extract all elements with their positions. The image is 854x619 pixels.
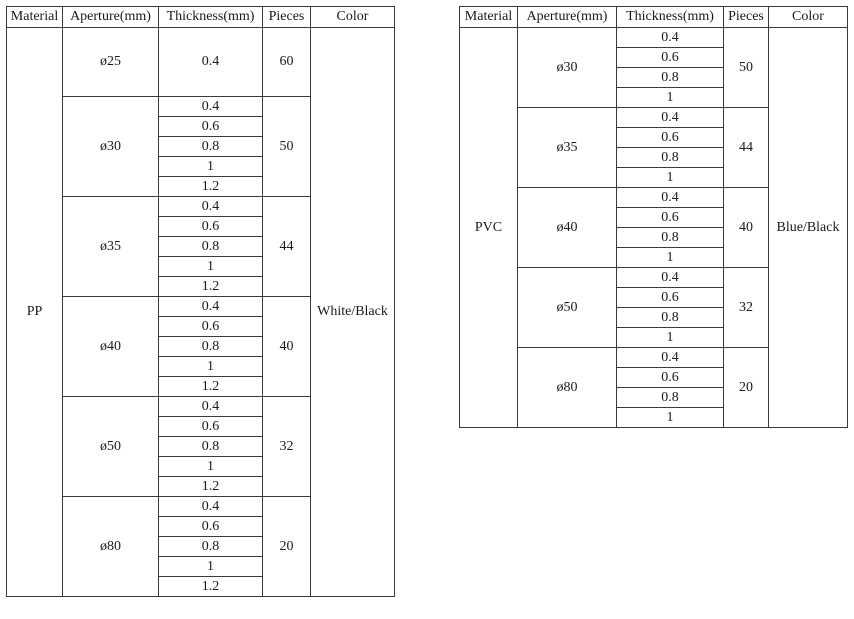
thickness-cell: 0.6 — [159, 417, 263, 437]
thickness-cell: 0.4 — [617, 28, 724, 48]
header-thickness: Thickness(mm) — [159, 7, 263, 28]
thickness-cell: 0.6 — [617, 368, 724, 388]
header-pieces: Pieces — [724, 7, 769, 28]
aperture-cell: ø35 — [63, 197, 159, 297]
thickness-cell: 0.4 — [159, 397, 263, 417]
thickness-cell: 0.4 — [617, 268, 724, 288]
header-color: Color — [311, 7, 395, 28]
thickness-cell: 1.2 — [159, 577, 263, 597]
pvc-spec-table — [459, 6, 848, 428]
pp-table-body — [7, 28, 395, 597]
thickness-cell: 0.8 — [617, 148, 724, 168]
pieces-cell: 32 — [724, 268, 769, 348]
thickness-cell: 0.8 — [159, 237, 263, 257]
thickness-cell: 0.6 — [159, 517, 263, 537]
thickness-cell: 0.4 — [159, 28, 263, 97]
pieces-cell: 50 — [263, 97, 311, 197]
thickness-cell: 1 — [159, 457, 263, 477]
thickness-cell: 0.8 — [159, 437, 263, 457]
aperture-cell: ø80 — [63, 497, 159, 597]
thickness-cell: 0.8 — [159, 137, 263, 157]
header-material: Material — [7, 7, 63, 28]
aperture-cell: ø80 — [518, 348, 617, 428]
thickness-cell: 0.4 — [159, 97, 263, 117]
thickness-cell: 1.2 — [159, 277, 263, 297]
thickness-cell: 0.8 — [617, 228, 724, 248]
thickness-cell: 1.2 — [159, 177, 263, 197]
thickness-cell: 0.8 — [159, 537, 263, 557]
thickness-cell: 0.4 — [617, 108, 724, 128]
header-aperture: Aperture(mm) — [518, 7, 617, 28]
thickness-cell: 0.6 — [617, 128, 724, 148]
table-row — [460, 28, 848, 48]
thickness-cell: 0.6 — [159, 317, 263, 337]
pieces-cell: 44 — [724, 108, 769, 188]
thickness-cell: 0.6 — [617, 208, 724, 228]
pieces-cell: 40 — [724, 188, 769, 268]
pieces-cell: 50 — [724, 28, 769, 108]
thickness-cell: 1.2 — [159, 477, 263, 497]
thickness-cell: 0.8 — [617, 68, 724, 88]
thickness-cell: 1 — [159, 357, 263, 377]
aperture-cell: ø30 — [63, 97, 159, 197]
thickness-cell: 0.8 — [159, 337, 263, 357]
thickness-cell: 1 — [159, 557, 263, 577]
color-cell: Blue/Black — [769, 28, 848, 428]
thickness-cell: 0.6 — [159, 217, 263, 237]
thickness-cell: 1.2 — [159, 377, 263, 397]
aperture-cell: ø50 — [518, 268, 617, 348]
thickness-cell: 0.4 — [617, 348, 724, 368]
thickness-cell: 1 — [617, 248, 724, 268]
thickness-cell: 1 — [617, 408, 724, 428]
aperture-cell: ø35 — [518, 108, 617, 188]
pieces-cell: 20 — [724, 348, 769, 428]
aperture-cell: ø30 — [518, 28, 617, 108]
pieces-cell: 60 — [263, 28, 311, 97]
header-color: Color — [769, 7, 848, 28]
pp-table-header — [7, 7, 395, 28]
thickness-cell: 0.4 — [159, 197, 263, 217]
pvc-table-body — [460, 28, 848, 428]
table-row — [7, 28, 395, 97]
header-material: Material — [460, 7, 518, 28]
thickness-cell: 0.6 — [159, 117, 263, 137]
pieces-cell: 20 — [263, 497, 311, 597]
thickness-cell: 1 — [617, 168, 724, 188]
header-pieces: Pieces — [263, 7, 311, 28]
thickness-cell: 0.8 — [617, 308, 724, 328]
thickness-cell: 0.4 — [159, 497, 263, 517]
thickness-cell: 1 — [159, 257, 263, 277]
aperture-cell: ø40 — [518, 188, 617, 268]
thickness-cell: 0.6 — [617, 288, 724, 308]
thickness-cell: 0.8 — [617, 388, 724, 408]
thickness-cell: 1 — [617, 88, 724, 108]
aperture-cell: ø40 — [63, 297, 159, 397]
pieces-cell: 44 — [263, 197, 311, 297]
aperture-cell: ø50 — [63, 397, 159, 497]
thickness-cell: 0.4 — [617, 188, 724, 208]
pieces-cell: 32 — [263, 397, 311, 497]
thickness-cell: 1 — [159, 157, 263, 177]
thickness-cell: 0.4 — [159, 297, 263, 317]
pp-spec-table — [6, 6, 395, 597]
aperture-cell: ø25 — [63, 28, 159, 97]
header-thickness: Thickness(mm) — [617, 7, 724, 28]
header-aperture: Aperture(mm) — [63, 7, 159, 28]
material-cell: PVC — [460, 28, 518, 428]
pieces-cell: 40 — [263, 297, 311, 397]
thickness-cell: 0.6 — [617, 48, 724, 68]
pvc-table-header — [460, 7, 848, 28]
color-cell: White/Black — [311, 28, 395, 597]
thickness-cell: 1 — [617, 328, 724, 348]
material-cell: PP — [7, 28, 63, 597]
